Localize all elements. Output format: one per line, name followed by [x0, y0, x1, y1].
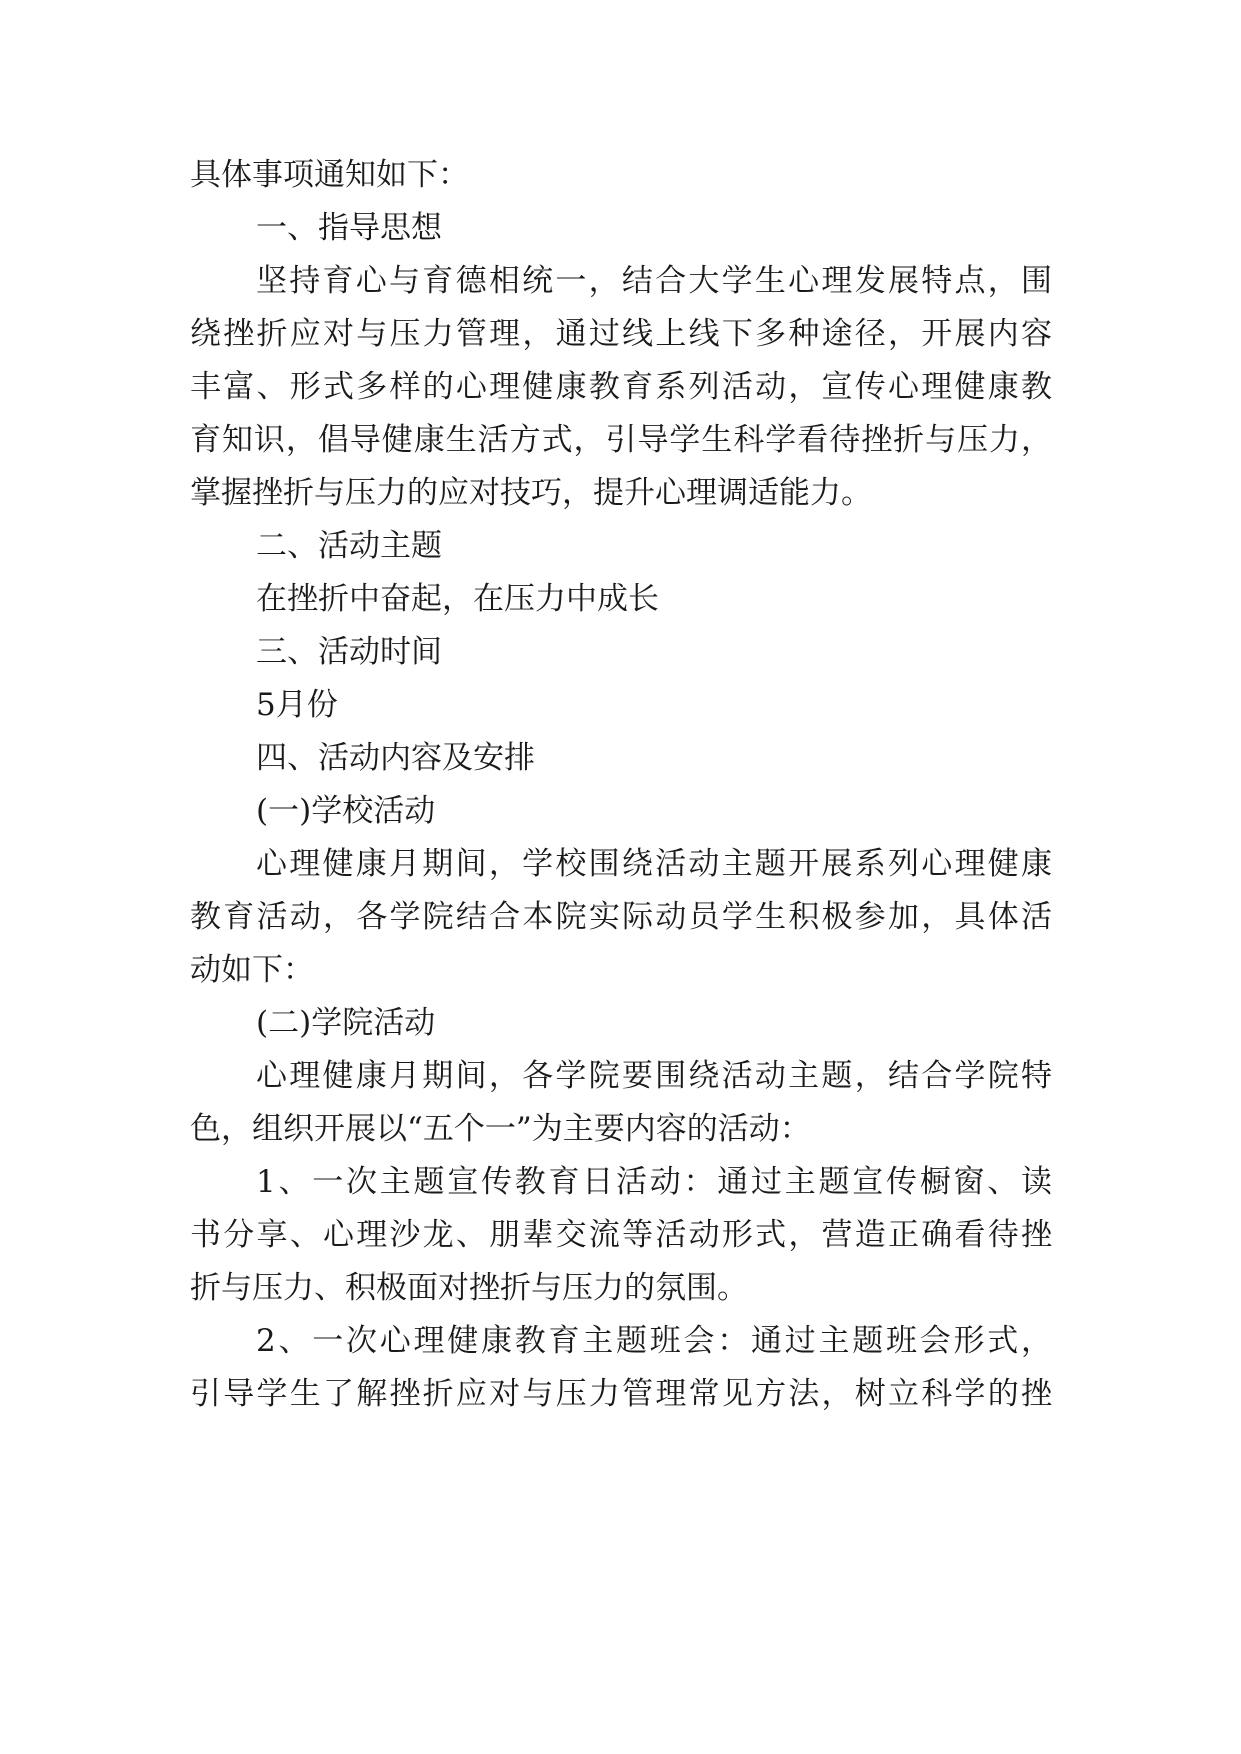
section-heading-content: 四、活动内容及安排 — [256, 740, 535, 776]
list-item-line: 2、一次心理健康教育主题班会：通过主题班会形式， — [256, 1323, 1052, 1359]
paragraph-line: 色，组织开展以“五个一”为主要内容的活动： — [190, 1111, 811, 1147]
paragraph-line: 动如下： — [190, 952, 314, 988]
paragraph-line: 绕挫折应对与压力管理，通过线上线下多种途径，开展内容 — [190, 316, 1052, 352]
paragraph-line: 心理健康月期间，学校围绕活动主题开展系列心理健康 — [256, 846, 1052, 882]
paragraph-line: 育知识，倡导健康生活方式，引导学生科学看待挫折与压力， — [190, 422, 1052, 458]
paragraph-line: 掌握挫折与压力的应对技巧，提升心理调适能力。 — [190, 475, 872, 511]
time-text: 5月份 — [256, 687, 338, 723]
section-heading-guiding-ideology: 一、指导思想 — [256, 210, 442, 246]
list-item-line: 1、一次主题宣传教育日活动：通过主题宣传橱窗、读 — [256, 1164, 1052, 1200]
section-heading-time: 三、活动时间 — [256, 634, 442, 670]
intro-line: 具体事项通知如下： — [190, 157, 469, 193]
list-item-line: 折与压力、积极面对挫折与压力的氛围。 — [190, 1270, 748, 1306]
subsection-heading-college: (二)学院活动 — [256, 1005, 436, 1041]
theme-text: 在挫折中奋起，在压力中成长 — [256, 581, 659, 617]
section-heading-theme: 二、活动主题 — [256, 528, 442, 564]
paragraph-line: 心理健康月期间，各学院要围绕活动主题，结合学院特 — [256, 1058, 1052, 1094]
paragraph-line: 丰富、形式多样的心理健康教育系列活动，宣传心理健康教 — [190, 369, 1052, 405]
list-item-line: 引导学生了解挫折应对与压力管理常见方法，树立科学的挫 — [190, 1376, 1052, 1412]
paragraph-line: 教育活动，各学院结合本院实际动员学生积极参加，具体活 — [190, 899, 1052, 935]
list-item-line: 书分享、心理沙龙、朋辈交流等活动形式，营造正确看待挫 — [190, 1217, 1052, 1253]
subsection-heading-school: (一)学校活动 — [256, 793, 436, 829]
paragraph-line: 坚持育心与育德相统一，结合大学生心理发展特点，围 — [256, 263, 1052, 299]
